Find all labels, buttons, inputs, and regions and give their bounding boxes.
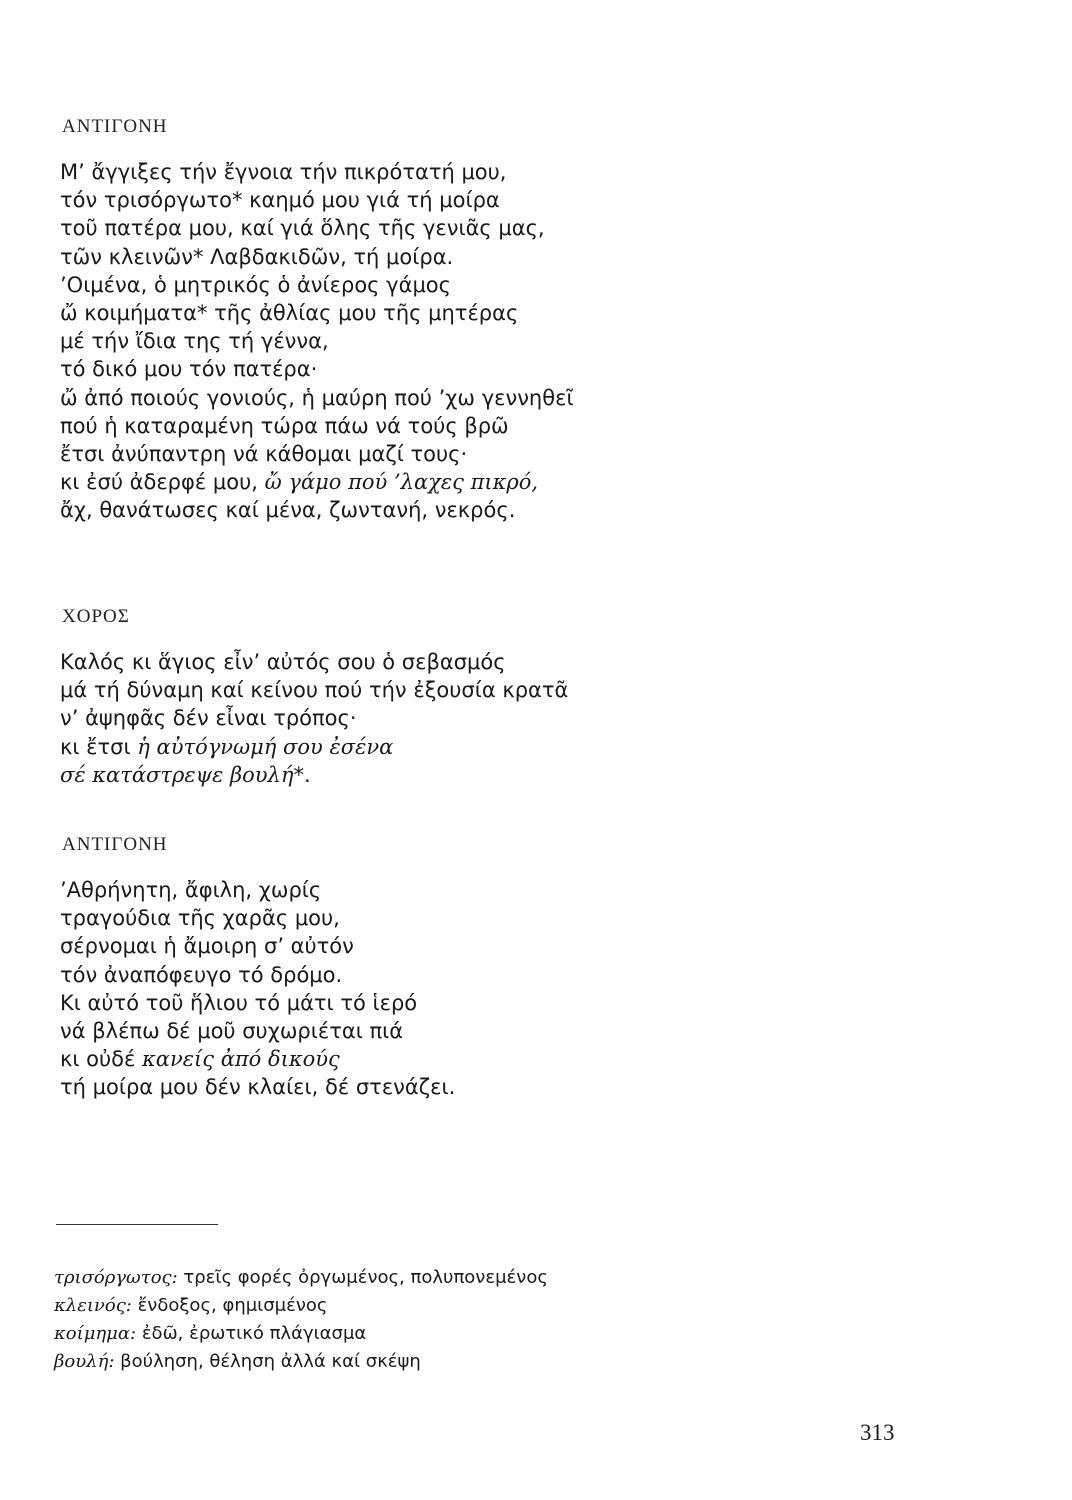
verse-text-segment: ὤ ἀπό ποιούς γονιούς, ἡ μαύρη πού ’χω γεννηθεῖ (60, 385, 574, 410)
verse-line (60, 989, 455, 1017)
verse-text-segment: τόν ἀναπόφευγο τό δρόμο. (60, 962, 343, 987)
verse-stanza (60, 648, 568, 789)
verse-line (60, 904, 455, 932)
verse-text-segment: μέ τήν ἴδια της τή γέννα, (60, 329, 329, 354)
verse-italic-segment: ἡ αὐτόγνωμή σου ἐσένα (137, 734, 394, 759)
verse-text-segment: τή μοίρα μου δέν κλαίει, δέ στενάζει. (60, 1075, 456, 1100)
verse-text-segment: νά βλέπω δέ μοῦ συχωριέται πιά (60, 1019, 404, 1044)
footnotes (54, 1264, 548, 1376)
verse-text-segment: μά τή δύναμη καί κείνου πού τήν ἐξουσία κρατᾶ (60, 678, 569, 703)
verse-line (60, 932, 455, 960)
page-number: 313 (860, 1420, 895, 1445)
verse-text-segment: Μ’ ἄγγιξες τήν ἔγνοια τήν πικρότατή μου, (60, 160, 507, 184)
footnote-term: τρισόργωτος: (54, 1267, 178, 1288)
footnote-separator (56, 1224, 218, 1225)
verse-text-segment: τό δικό μου τόν πατέρα· (60, 357, 318, 382)
verse-text-segment: σέρνομαι ἡ ἄμοιρη σ’ αὐτόν (60, 934, 354, 959)
verse-italic-segment: ὤ γάμο πού ’λαχες πικρό, (264, 470, 539, 495)
verse-line (60, 1017, 455, 1045)
verse-stanza (60, 876, 455, 1102)
verse-line (60, 1073, 455, 1101)
speaker-heading-antigone: ΑΝΤΙΓΟΝΗ (62, 834, 168, 855)
verse-line (60, 468, 574, 496)
footnote-definition: ἔνδοξος, φημισμένος (131, 1295, 328, 1316)
verse-text-segment: κι ἔτσι (60, 734, 138, 759)
verse-line (60, 761, 568, 789)
verse-line (60, 299, 574, 327)
verse-line (60, 676, 568, 704)
verse-text-segment: ν’ ἀψηφᾶς δέν εἶναι τρόπος· (60, 706, 357, 731)
verse-line (60, 412, 574, 440)
verse-italic-segment: σέ κατάστρεψε βουλή (60, 762, 294, 787)
verse-line (60, 496, 574, 524)
verse-text-segment: κι οὐδέ (60, 1047, 143, 1072)
verse-line (60, 1045, 455, 1073)
verse-line (60, 186, 574, 214)
verse-line (60, 384, 574, 412)
verse-text-segment: ἄχ, θανάτωσες καί μένα, ζωντανή, νεκρός. (60, 498, 516, 523)
footnote (54, 1348, 548, 1376)
footnote (54, 1292, 548, 1320)
verse-italic-segment: κανείς ἀπό δικούς (142, 1047, 340, 1072)
verse-text-segment: ἔτσι ἀνύπαντρη νά κάθομαι μαζί τους· (60, 442, 468, 467)
speaker-heading-antigone: ΑΝΤΙΓΟΝΗ (62, 116, 168, 137)
speaker-heading-chorus: ΧΟΡΟΣ (62, 606, 130, 627)
verse-text-segment: κι ἐσύ ἀδερφέ μου, (60, 470, 265, 495)
verse-text-segment: Καλός κι ἅγιος εἶν’ αὐτός σου ὁ σεβασμός (60, 650, 506, 674)
verse-line (60, 704, 568, 732)
verse-stanza (60, 158, 574, 525)
footnote-definition: τρεῖς φορές ὀργωμένος, πολυπονεμένος (177, 1267, 548, 1288)
footnote (54, 1264, 548, 1292)
verse-text-segment: τραγούδια τῆς χαρᾶς μου, (60, 906, 340, 931)
verse-line (60, 961, 455, 989)
footnote-term: κλεινός: (54, 1295, 132, 1316)
verse-text-segment: πού ἡ καταραμένη τώρα πάω νά τούς βρῶ (60, 413, 509, 438)
verse-text-segment: ὤ κοιμήματα* τῆς ἀθλίας μου τῆς μητέρας (60, 301, 519, 326)
verse-text-segment: ’Οιμένα, ὁ μητρικός ὁ ἀνίερος γάμος (60, 272, 451, 297)
footnote-definition: βούληση, θέληση ἀλλά καί σκέψη (114, 1351, 421, 1372)
verse-line (60, 648, 568, 676)
verse-text-segment: τῶν κλεινῶν* Λαβδακιδῶν, τή μοίρα. (60, 244, 454, 269)
verse-line (60, 876, 455, 904)
verse-line (60, 355, 574, 383)
footnote-definition: ἐδῶ, ἐρωτικό πλάγιασμα (136, 1323, 367, 1344)
verse-text-segment: τόν τρισόργωτο* καημό μου γιά τή μοίρα (60, 188, 500, 213)
verse-line (60, 158, 574, 186)
verse-text-segment: *. (293, 762, 311, 787)
verse-text-segment: ’Αθρήνητη, ἄφιλη, χωρίς (60, 878, 322, 902)
verse-line (60, 327, 574, 355)
verse-line (60, 733, 568, 761)
verse-text-segment: Κι αὐτό τοῦ ἥλιου τό μάτι τό ἱερό (60, 990, 418, 1015)
footnote (54, 1320, 548, 1348)
verse-line (60, 243, 574, 271)
verse-line (60, 440, 574, 468)
verse-text-segment: τοῦ πατέρα μου, καί γιά ὅλης τῆς γενιᾶς μας, (60, 216, 545, 241)
verse-line (60, 271, 574, 299)
footnote-term: κοίμημα: (54, 1323, 137, 1344)
footnote-term: βουλή: (54, 1351, 115, 1372)
verse-line (60, 214, 574, 242)
